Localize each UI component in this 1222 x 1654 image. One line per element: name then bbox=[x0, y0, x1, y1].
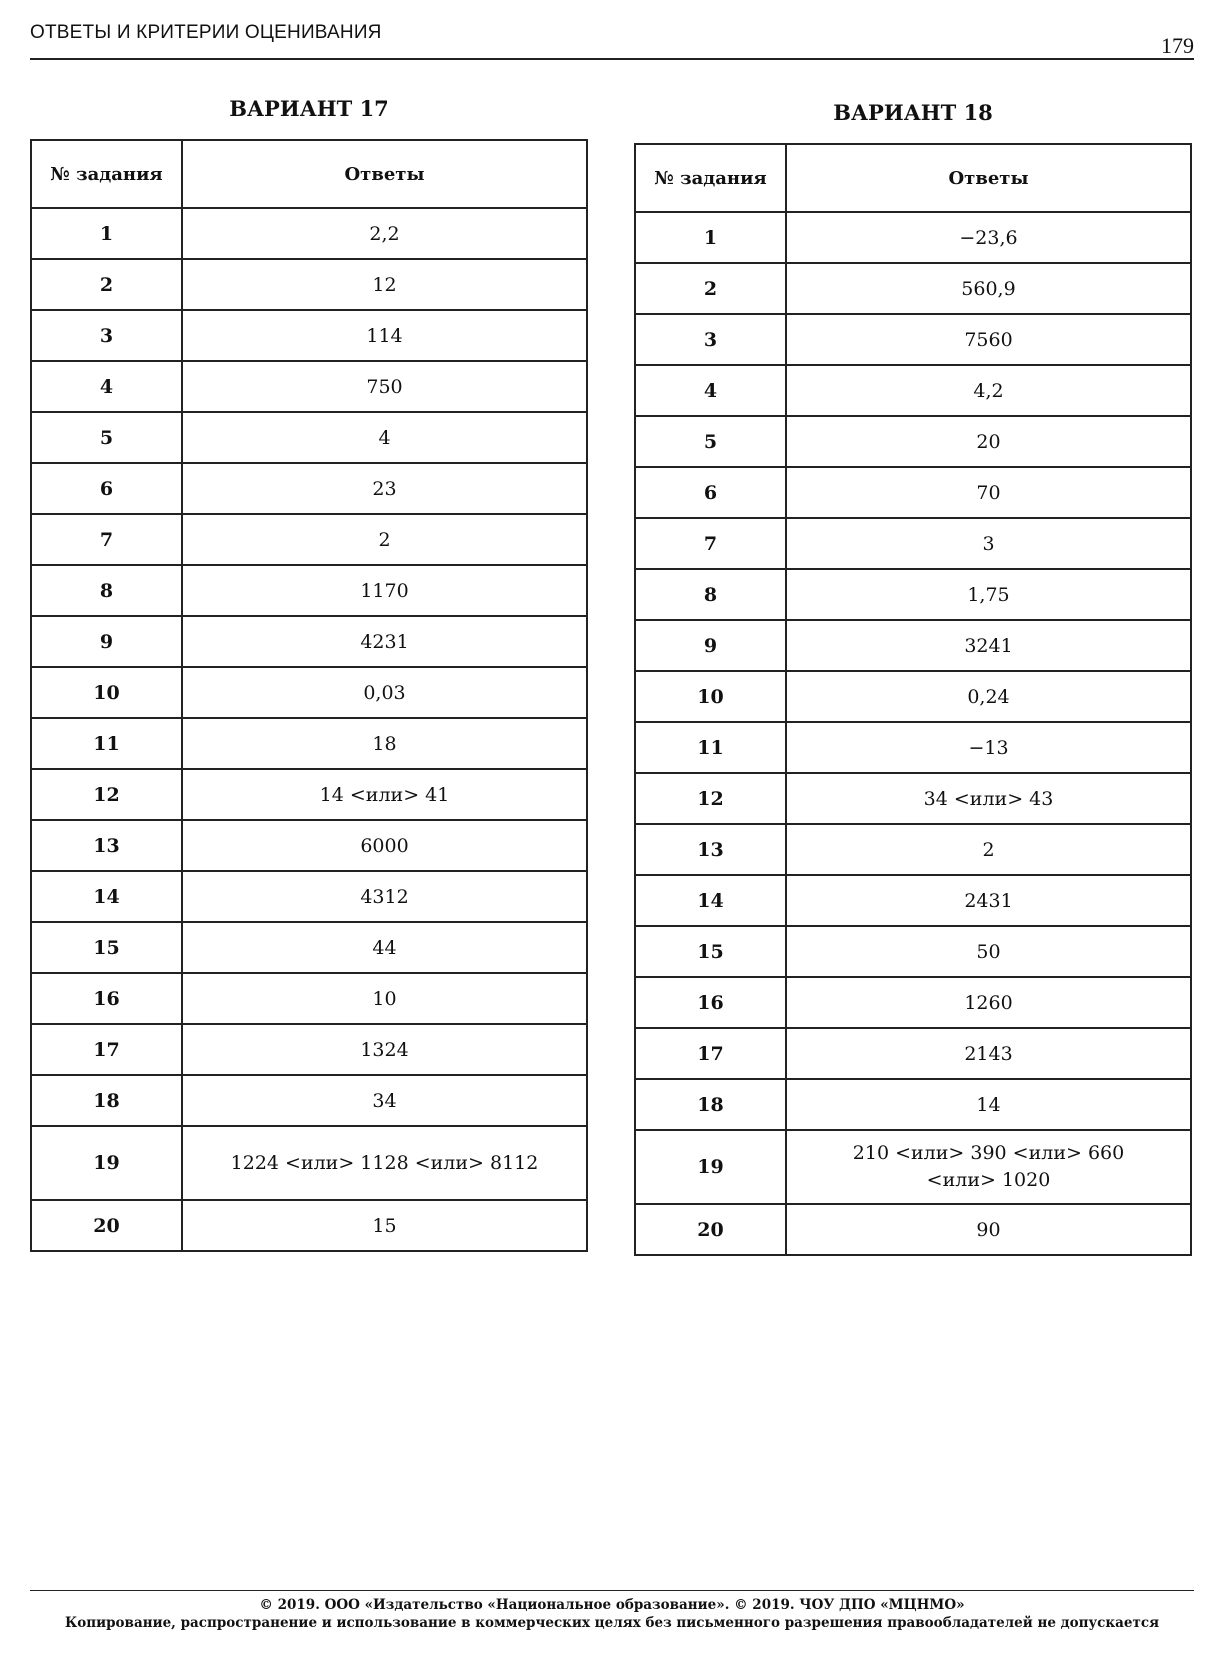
table-row bbox=[635, 569, 1191, 620]
table-row bbox=[31, 1126, 587, 1200]
variant-18-title: ВАРИАНТ 18 bbox=[833, 100, 993, 125]
task-number: 9 bbox=[31, 616, 182, 667]
answer-value: 70 bbox=[786, 467, 1191, 518]
table-row bbox=[31, 463, 587, 514]
task-number: 1 bbox=[31, 208, 182, 259]
task-number: 1 bbox=[635, 212, 786, 263]
task-number: 18 bbox=[635, 1079, 786, 1130]
table-row bbox=[31, 973, 587, 1024]
answer-value: 23 bbox=[182, 463, 587, 514]
footer-notice: Копирование, распространение и использование в коммерческих целях без письменного разрешения правообладателей не допускается bbox=[64, 1615, 1160, 1631]
answer-value: 1170 bbox=[182, 565, 587, 616]
answer-value: 1260 bbox=[786, 977, 1191, 1028]
table-row bbox=[635, 977, 1191, 1028]
footer-copyright: © 2019. ООО «Издательство «Национальное образование». © 2019. ЧОУ ДПО «МЦНМО» bbox=[259, 1597, 965, 1613]
answer-value: 50 bbox=[786, 926, 1191, 977]
table-row bbox=[31, 1024, 587, 1075]
task-number: 10 bbox=[31, 667, 182, 718]
column-header-task: № задания bbox=[31, 140, 182, 208]
table-row bbox=[31, 412, 587, 463]
answer-value: 4312 bbox=[182, 871, 587, 922]
answer-value: 7560 bbox=[786, 314, 1191, 365]
answer-value: 1324 bbox=[182, 1024, 587, 1075]
task-number: 17 bbox=[635, 1028, 786, 1079]
table-row bbox=[31, 1075, 587, 1126]
answer-value: −13 bbox=[786, 722, 1191, 773]
task-number: 8 bbox=[635, 569, 786, 620]
task-number: 2 bbox=[31, 259, 182, 310]
answer-value: 2143 bbox=[786, 1028, 1191, 1079]
task-number: 5 bbox=[635, 416, 786, 467]
header-rule bbox=[30, 58, 1194, 60]
answer-value: −23,6 bbox=[786, 212, 1191, 263]
task-number: 4 bbox=[31, 361, 182, 412]
table-row bbox=[635, 773, 1191, 824]
table-row bbox=[635, 824, 1191, 875]
answer-value: 6000 bbox=[182, 820, 587, 871]
table-header-row bbox=[31, 140, 587, 208]
task-number: 16 bbox=[31, 973, 182, 1024]
answer-value: 1,75 bbox=[786, 569, 1191, 620]
task-number: 18 bbox=[31, 1075, 182, 1126]
task-number: 8 bbox=[31, 565, 182, 616]
table-row bbox=[31, 769, 587, 820]
answer-value: 1224 <или> 1128 <или> 8112 bbox=[182, 1126, 587, 1200]
answer-value: 10 bbox=[182, 973, 587, 1024]
table-row bbox=[31, 616, 587, 667]
answer-value: 0,24 bbox=[786, 671, 1191, 722]
table-row bbox=[31, 667, 587, 718]
task-number: 5 bbox=[31, 412, 182, 463]
answer-value: 14 bbox=[786, 1079, 1191, 1130]
variant-17-table bbox=[30, 139, 588, 1252]
task-number: 15 bbox=[635, 926, 786, 977]
task-number: 14 bbox=[31, 871, 182, 922]
task-number: 9 bbox=[635, 620, 786, 671]
answer-value: 15 bbox=[182, 1200, 587, 1251]
task-number: 14 bbox=[635, 875, 786, 926]
table-row bbox=[31, 922, 587, 973]
answer-value: 34 bbox=[182, 1075, 587, 1126]
answer-value: 2 bbox=[182, 514, 587, 565]
table-row bbox=[635, 518, 1191, 569]
table-row bbox=[635, 1079, 1191, 1130]
answer-value: 3 bbox=[786, 518, 1191, 569]
table-row bbox=[635, 671, 1191, 722]
table-row bbox=[31, 718, 587, 769]
task-number: 12 bbox=[31, 769, 182, 820]
table-row bbox=[635, 416, 1191, 467]
table-row bbox=[635, 212, 1191, 263]
table-row bbox=[635, 875, 1191, 926]
task-number: 13 bbox=[31, 820, 182, 871]
table-row bbox=[635, 1130, 1191, 1204]
answer-value: 2,2 bbox=[182, 208, 587, 259]
table-row bbox=[635, 620, 1191, 671]
task-number: 19 bbox=[635, 1130, 786, 1204]
table-row bbox=[635, 1028, 1191, 1079]
variant-17-title: ВАРИАНТ 17 bbox=[229, 96, 389, 121]
column-header-answer: Ответы bbox=[182, 140, 587, 208]
task-number: 15 bbox=[31, 922, 182, 973]
task-number: 10 bbox=[635, 671, 786, 722]
column-header-answer: Ответы bbox=[786, 144, 1191, 212]
task-number: 19 bbox=[31, 1126, 182, 1200]
task-number: 2 bbox=[635, 263, 786, 314]
answer-value: 3241 bbox=[786, 620, 1191, 671]
task-number: 17 bbox=[31, 1024, 182, 1075]
task-number: 11 bbox=[635, 722, 786, 773]
answer-value: 12 bbox=[182, 259, 587, 310]
table-row bbox=[31, 514, 587, 565]
table-row bbox=[635, 1204, 1191, 1255]
table-row bbox=[31, 820, 587, 871]
answer-value: 90 bbox=[786, 1204, 1191, 1255]
task-number: 20 bbox=[31, 1200, 182, 1251]
table-row bbox=[635, 722, 1191, 773]
footer-rule bbox=[30, 1590, 1194, 1591]
task-number: 3 bbox=[31, 310, 182, 361]
answer-value: 114 bbox=[182, 310, 587, 361]
answer-value: 4231 bbox=[182, 616, 587, 667]
task-number: 7 bbox=[635, 518, 786, 569]
table-row bbox=[635, 314, 1191, 365]
answer-value: 210 <или> 390 <или> 660 <или> 1020 bbox=[786, 1130, 1191, 1204]
answer-value: 0,03 bbox=[182, 667, 587, 718]
task-number: 20 bbox=[635, 1204, 786, 1255]
table-row bbox=[31, 259, 587, 310]
answer-value: 20 bbox=[786, 416, 1191, 467]
answer-value: 4,2 bbox=[786, 365, 1191, 416]
table-header-row bbox=[635, 144, 1191, 212]
answer-value: 560,9 bbox=[786, 263, 1191, 314]
table-row bbox=[635, 467, 1191, 518]
table-row bbox=[31, 565, 587, 616]
task-number: 4 bbox=[635, 365, 786, 416]
answer-value: 2 bbox=[786, 824, 1191, 875]
table-row bbox=[31, 208, 587, 259]
answer-value: 34 <или> 43 bbox=[786, 773, 1191, 824]
running-head: ОТВЕТЫ И КРИТЕРИИ ОЦЕНИВАНИЯ bbox=[30, 22, 382, 43]
answer-value: 750 bbox=[182, 361, 587, 412]
table-row bbox=[635, 926, 1191, 977]
answer-value: 14 <или> 41 bbox=[182, 769, 587, 820]
page-number: 179 bbox=[1161, 33, 1194, 58]
table-row bbox=[31, 1200, 587, 1251]
column-header-task: № задания bbox=[635, 144, 786, 212]
task-number: 12 bbox=[635, 773, 786, 824]
table-row bbox=[635, 365, 1191, 416]
answer-value: 18 bbox=[182, 718, 587, 769]
table-row bbox=[635, 263, 1191, 314]
answer-value: 2431 bbox=[786, 875, 1191, 926]
answer-value: 4 bbox=[182, 412, 587, 463]
table-row bbox=[31, 361, 587, 412]
answer-value: 44 bbox=[182, 922, 587, 973]
task-number: 6 bbox=[31, 463, 182, 514]
table-row bbox=[31, 871, 587, 922]
task-number: 6 bbox=[635, 467, 786, 518]
task-number: 3 bbox=[635, 314, 786, 365]
table-row bbox=[31, 310, 587, 361]
variant-18-table bbox=[634, 143, 1192, 1256]
task-number: 11 bbox=[31, 718, 182, 769]
task-number: 16 bbox=[635, 977, 786, 1028]
task-number: 7 bbox=[31, 514, 182, 565]
task-number: 13 bbox=[635, 824, 786, 875]
